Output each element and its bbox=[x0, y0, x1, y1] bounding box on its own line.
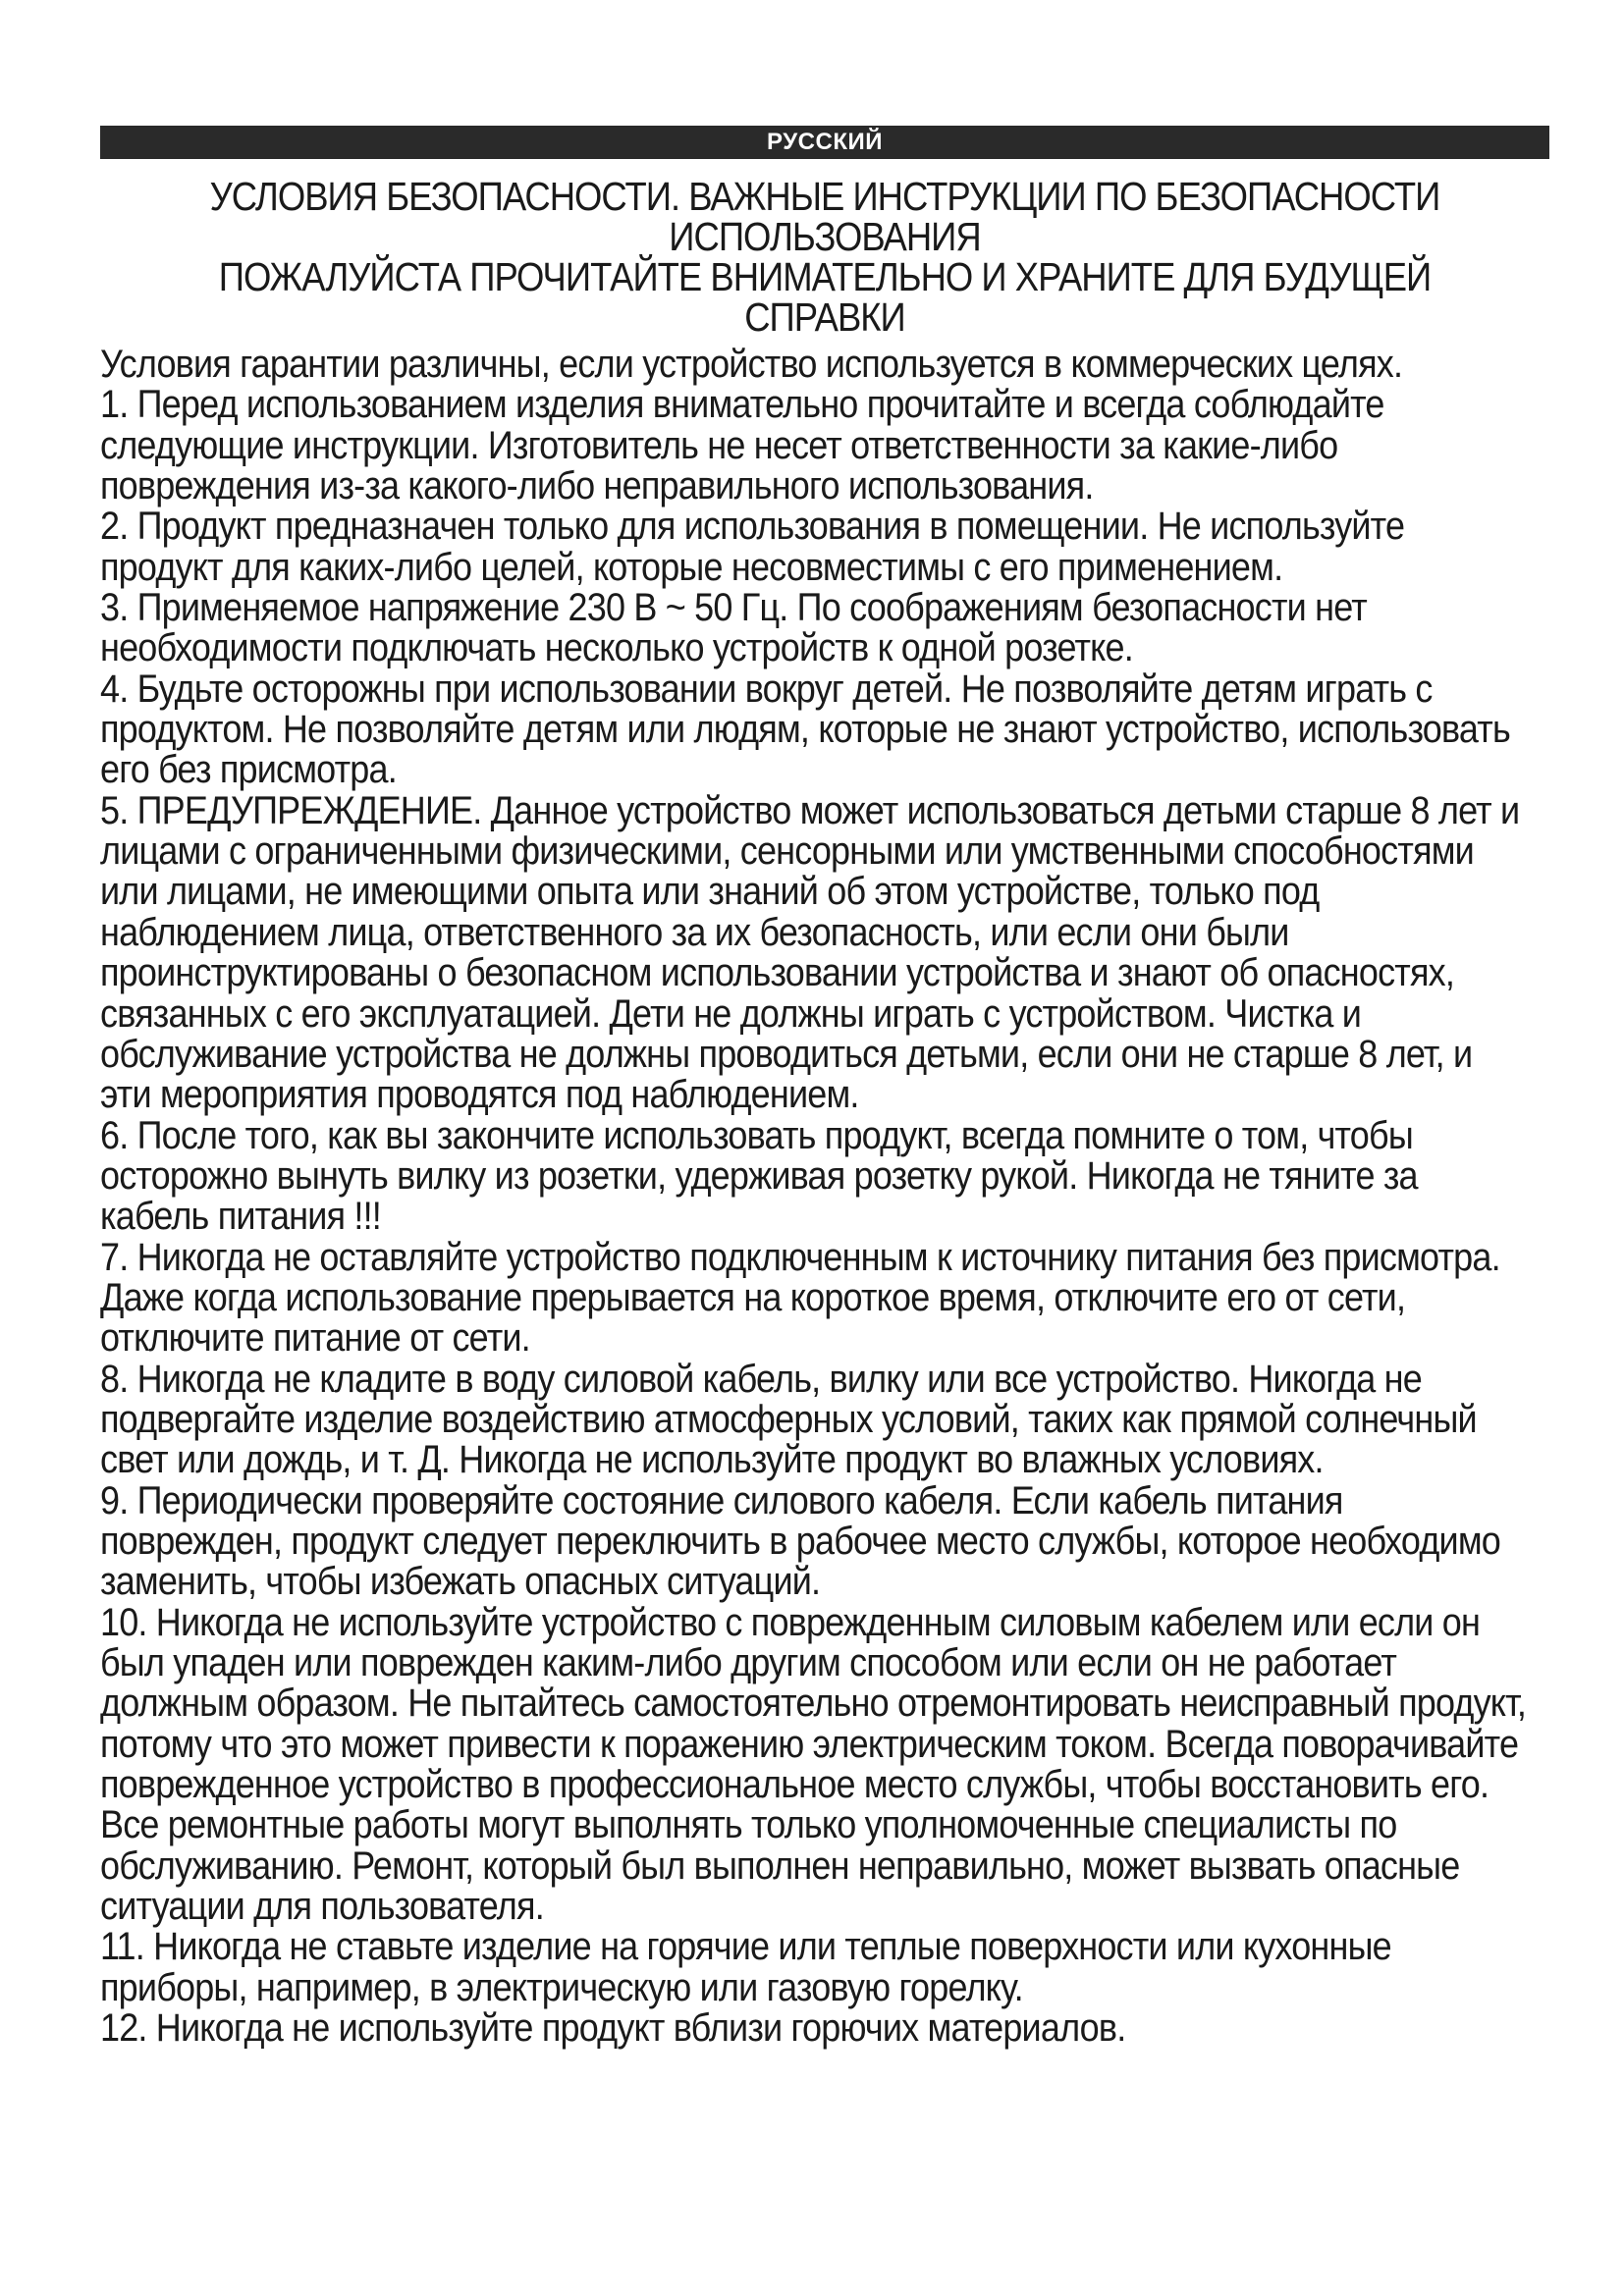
page-title bbox=[173, 174, 1477, 340]
instruction-item-7: 7. Никогда не оставляйте устройство подключенным к источнику питания без присмотра. Даже когда использование прерывается на короткое время, отключите его от сети, отключите питание от сети. bbox=[100, 1235, 1500, 1361]
title-line-1: УСЛОВИЯ БЕЗОПАСНОСТИ. ВАЖНЫЕ ИНСТРУКЦИИ ПО БЕЗОПАСНОСТИ bbox=[209, 174, 1440, 219]
language-header-bar bbox=[100, 126, 1549, 159]
language-label: РУССКИЙ bbox=[767, 129, 883, 155]
instruction-item-4: 4. Будьте осторожны при использовании вокруг детей. Не позволяйте детям играть с продуктом. Не позволяйте детям или людям, которые не знают устройство, использовать его без присмотра. bbox=[100, 667, 1510, 792]
title-line-2: ИСПОЛЬЗОВАНИЯ bbox=[669, 214, 981, 259]
instruction-item-5: 5. ПРЕДУПРЕЖДЕНИЕ. Данное устройство может использоваться детьми старше 8 лет и лицами с ограниченными физическими, сенсорными или умственными способностями или лицами, не имеющими опыта или знаний об этом устройстве, только под наблюдением лица, ответственного за их безопасность, или если они были проинструктированы о безопасном использовании устройства и знают об опасностях, связанных с его эксплуатацией. Дети не должны играть с устройством. Чистка и обслуживание устройства не должны проводиться детьми, если они не старше 8 лет, и эти мероприятия проводятся под наблюдением. bbox=[100, 788, 1520, 1117]
title-line-3: ПОЖАЛУЙСТА ПРОЧИТАЙТЕ ВНИМАТЕЛЬНО И ХРАНИТЕ ДЛЯ БУДУЩЕЙ bbox=[218, 254, 1432, 299]
instruction-item-11: 11. Никогда не ставьте изделие на горячие или теплые поверхности или кухонные приборы, например, в электрическую или газовую горелку. bbox=[100, 1925, 1391, 2009]
safety-instructions bbox=[100, 345, 1532, 2049]
instruction-item-10: 10. Никогда не используйте устройство с поврежденным силовым кабелем или если он был упаден или поврежден каким-либо другим способом или если он не работает должным образом. Не пытайтесь самостоятельно отремонтировать неисправный продукт, потому что это может привести к поражению электрическим током. Всегда поворачивайте поврежденное устройство в профессиональное место службы, чтобы восстановить его. Все ремонтные работы могут выполнять только уполномоченные специалисты по обслуживанию. Ремонт, который был выполнен неправильно, может вызвать опасные ситуации для пользователя. bbox=[100, 1600, 1527, 1929]
instruction-item-9: 9. Периодически проверяйте состояние силового кабеля. Если кабель питания поврежден, продукт следует переключить в рабочее место службы, которое необходимо заменить, чтобы избежать опасных ситуаций. bbox=[100, 1478, 1500, 1604]
instruction-item-12: 12. Никогда не используйте продукт вблизи горючих материалов. bbox=[100, 2006, 1126, 2051]
instruction-item-2: 2. Продукт предназначен только для использования в помещении. Не используйте продукт для каких-либо целей, которые несовместимы с его применением. bbox=[100, 505, 1405, 589]
instruction-item-6: 6. После того, как вы закончите использовать продукт, всегда помните о том, чтобы осторожно вынуть вилку из розетки, удерживая розетку рукой. Никогда не тяните за кабель питания !!! bbox=[100, 1113, 1418, 1239]
instruction-item-1: 1. Перед использованием изделия внимательно прочитайте и всегда соблюдайте следующие инструкции. Изготовитель не несет ответственности за какие-либо повреждения из-за какого-либо неправильного использования. bbox=[100, 383, 1384, 508]
warranty-note: Условия гарантии различны, если устройство используется в коммерческих целях. bbox=[100, 343, 1403, 386]
instruction-item-8: 8. Никогда не кладите в воду силовой кабель, вилку или все устройство. Никогда не подвергайте изделие воздействию атмосферных условий, таких как прямой солнечный свет или дождь, и т. Д. Никогда не используйте продукт во влажных условиях. bbox=[100, 1357, 1477, 1482]
instruction-item-3: 3. Применяемое напряжение 230 В ~ 50 Гц. По соображениям безопасности нет необходимости подключать несколько устройств к одной розетке. bbox=[100, 586, 1367, 670]
title-line-4: СПРАВКИ bbox=[744, 294, 905, 340]
